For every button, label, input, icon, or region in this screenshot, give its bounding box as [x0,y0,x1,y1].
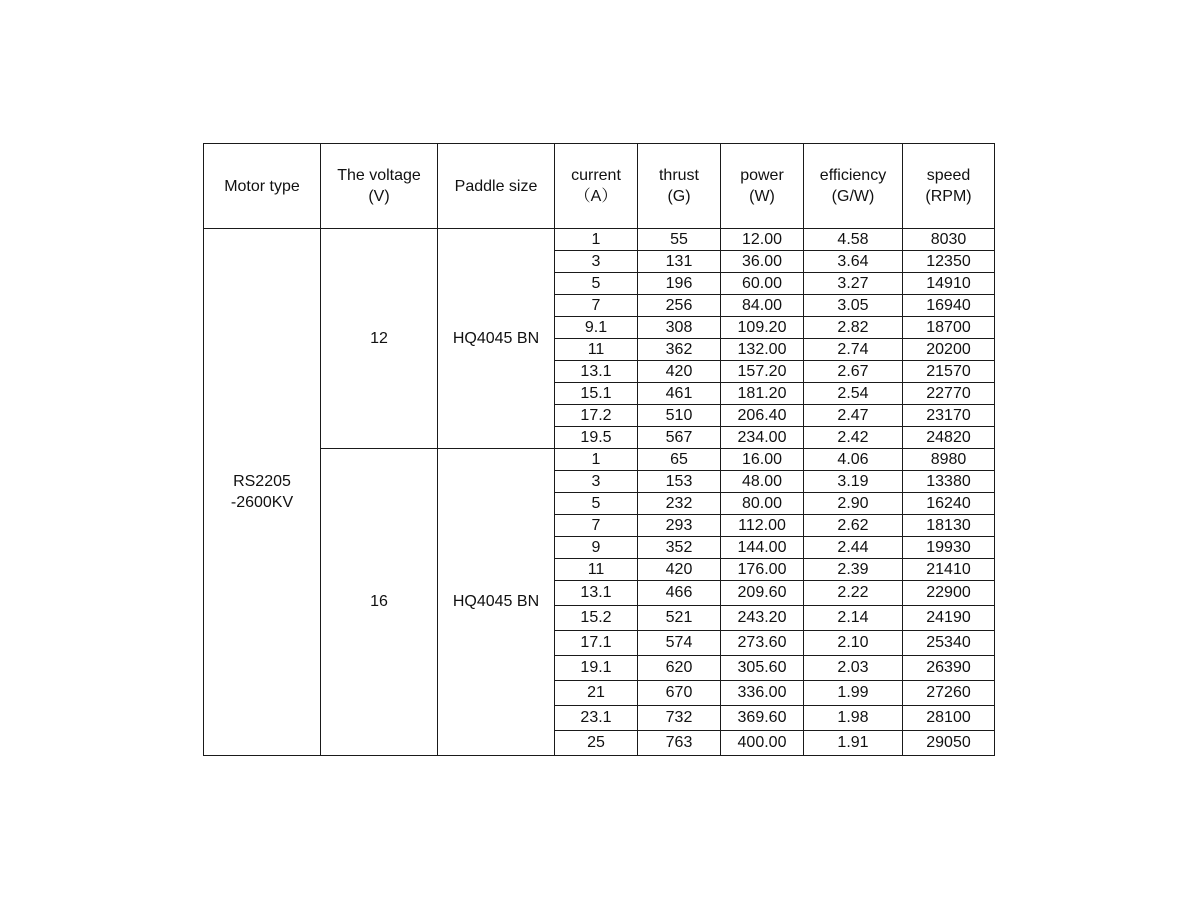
thrust-cell: 763 [638,731,721,756]
efficiency-cell: 4.58 [804,229,903,251]
current-cell: 11 [555,339,638,361]
power-cell: 176.00 [721,559,804,581]
efficiency-cell: 4.06 [804,449,903,471]
efficiency-cell: 1.98 [804,706,903,731]
power-cell: 157.20 [721,361,804,383]
power-cell: 234.00 [721,427,804,449]
speed-cell: 22770 [903,383,995,405]
efficiency-cell: 2.67 [804,361,903,383]
current-cell: 7 [555,295,638,317]
speed-cell: 21570 [903,361,995,383]
power-cell: 36.00 [721,251,804,273]
thrust-cell: 670 [638,681,721,706]
current-cell: 5 [555,273,638,295]
thrust-cell: 521 [638,606,721,631]
thrust-cell: 55 [638,229,721,251]
thrust-cell: 308 [638,317,721,339]
header-paddle-size: Paddle size [438,144,555,229]
header-efficiency: efficiency (G/W) [804,144,903,229]
efficiency-cell: 2.42 [804,427,903,449]
thrust-cell: 293 [638,515,721,537]
motor-spec-table [203,143,995,756]
thrust-cell: 732 [638,706,721,731]
power-cell: 112.00 [721,515,804,537]
current-cell: 19.5 [555,427,638,449]
current-cell: 23.1 [555,706,638,731]
current-cell: 15.2 [555,606,638,631]
speed-cell: 16940 [903,295,995,317]
speed-cell: 20200 [903,339,995,361]
current-cell: 5 [555,493,638,515]
power-cell: 144.00 [721,537,804,559]
paddle-size-cell: HQ4045 BN [438,449,555,756]
efficiency-cell: 2.10 [804,631,903,656]
efficiency-cell: 3.64 [804,251,903,273]
header-power: power (W) [721,144,804,229]
table-row [204,449,995,471]
current-cell: 21 [555,681,638,706]
efficiency-cell: 2.03 [804,656,903,681]
current-cell: 3 [555,471,638,493]
table-row [204,229,995,251]
power-cell: 305.60 [721,656,804,681]
power-cell: 109.20 [721,317,804,339]
efficiency-cell: 2.39 [804,559,903,581]
power-cell: 16.00 [721,449,804,471]
speed-cell: 13380 [903,471,995,493]
power-cell: 243.20 [721,606,804,631]
table-body [204,229,995,756]
power-cell: 12.00 [721,229,804,251]
thrust-cell: 420 [638,559,721,581]
efficiency-cell: 2.90 [804,493,903,515]
speed-cell: 19930 [903,537,995,559]
power-cell: 48.00 [721,471,804,493]
current-cell: 3 [555,251,638,273]
paddle-size-cell: HQ4045 BN [438,229,555,449]
speed-cell: 12350 [903,251,995,273]
thrust-cell: 620 [638,656,721,681]
voltage-cell: 12 [321,229,438,449]
thrust-cell: 510 [638,405,721,427]
voltage-cell: 16 [321,449,438,756]
speed-cell: 22900 [903,581,995,606]
power-cell: 206.40 [721,405,804,427]
thrust-cell: 352 [638,537,721,559]
speed-cell: 29050 [903,731,995,756]
efficiency-cell: 2.82 [804,317,903,339]
power-cell: 400.00 [721,731,804,756]
power-cell: 369.60 [721,706,804,731]
efficiency-cell: 1.99 [804,681,903,706]
header-current: current （A） [555,144,638,229]
header-motor-type: Motor type [204,144,321,229]
speed-cell: 8980 [903,449,995,471]
power-cell: 209.60 [721,581,804,606]
thrust-cell: 232 [638,493,721,515]
thrust-cell: 574 [638,631,721,656]
speed-cell: 14910 [903,273,995,295]
current-cell: 13.1 [555,581,638,606]
thrust-cell: 196 [638,273,721,295]
efficiency-cell: 1.91 [804,731,903,756]
current-cell: 1 [555,229,638,251]
power-cell: 84.00 [721,295,804,317]
speed-cell: 18130 [903,515,995,537]
current-cell: 15.1 [555,383,638,405]
speed-cell: 21410 [903,559,995,581]
thrust-cell: 131 [638,251,721,273]
thrust-cell: 362 [638,339,721,361]
speed-cell: 16240 [903,493,995,515]
speed-cell: 26390 [903,656,995,681]
current-cell: 13.1 [555,361,638,383]
power-cell: 60.00 [721,273,804,295]
power-cell: 336.00 [721,681,804,706]
header-voltage: The voltage (V) [321,144,438,229]
thrust-cell: 153 [638,471,721,493]
current-cell: 17.2 [555,405,638,427]
header-speed: speed (RPM) [903,144,995,229]
power-cell: 80.00 [721,493,804,515]
current-cell: 9 [555,537,638,559]
thrust-cell: 65 [638,449,721,471]
current-cell: 19.1 [555,656,638,681]
thrust-cell: 256 [638,295,721,317]
efficiency-cell: 2.44 [804,537,903,559]
thrust-cell: 420 [638,361,721,383]
efficiency-cell: 3.27 [804,273,903,295]
speed-cell: 25340 [903,631,995,656]
efficiency-cell: 2.62 [804,515,903,537]
thrust-cell: 567 [638,427,721,449]
efficiency-cell: 3.19 [804,471,903,493]
current-cell: 9.1 [555,317,638,339]
efficiency-cell: 3.05 [804,295,903,317]
efficiency-cell: 2.22 [804,581,903,606]
power-cell: 273.60 [721,631,804,656]
current-cell: 7 [555,515,638,537]
efficiency-cell: 2.14 [804,606,903,631]
speed-cell: 28100 [903,706,995,731]
speed-cell: 24190 [903,606,995,631]
speed-cell: 8030 [903,229,995,251]
thrust-cell: 466 [638,581,721,606]
current-cell: 1 [555,449,638,471]
header-thrust: thrust (G) [638,144,721,229]
current-cell: 11 [555,559,638,581]
current-cell: 17.1 [555,631,638,656]
speed-cell: 18700 [903,317,995,339]
speed-cell: 23170 [903,405,995,427]
efficiency-cell: 2.54 [804,383,903,405]
current-cell: 25 [555,731,638,756]
efficiency-cell: 2.74 [804,339,903,361]
speed-cell: 24820 [903,427,995,449]
header-row [204,144,995,229]
motor-type-cell: RS2205 -2600KV [204,229,321,756]
speed-cell: 27260 [903,681,995,706]
power-cell: 181.20 [721,383,804,405]
thrust-cell: 461 [638,383,721,405]
power-cell: 132.00 [721,339,804,361]
efficiency-cell: 2.47 [804,405,903,427]
